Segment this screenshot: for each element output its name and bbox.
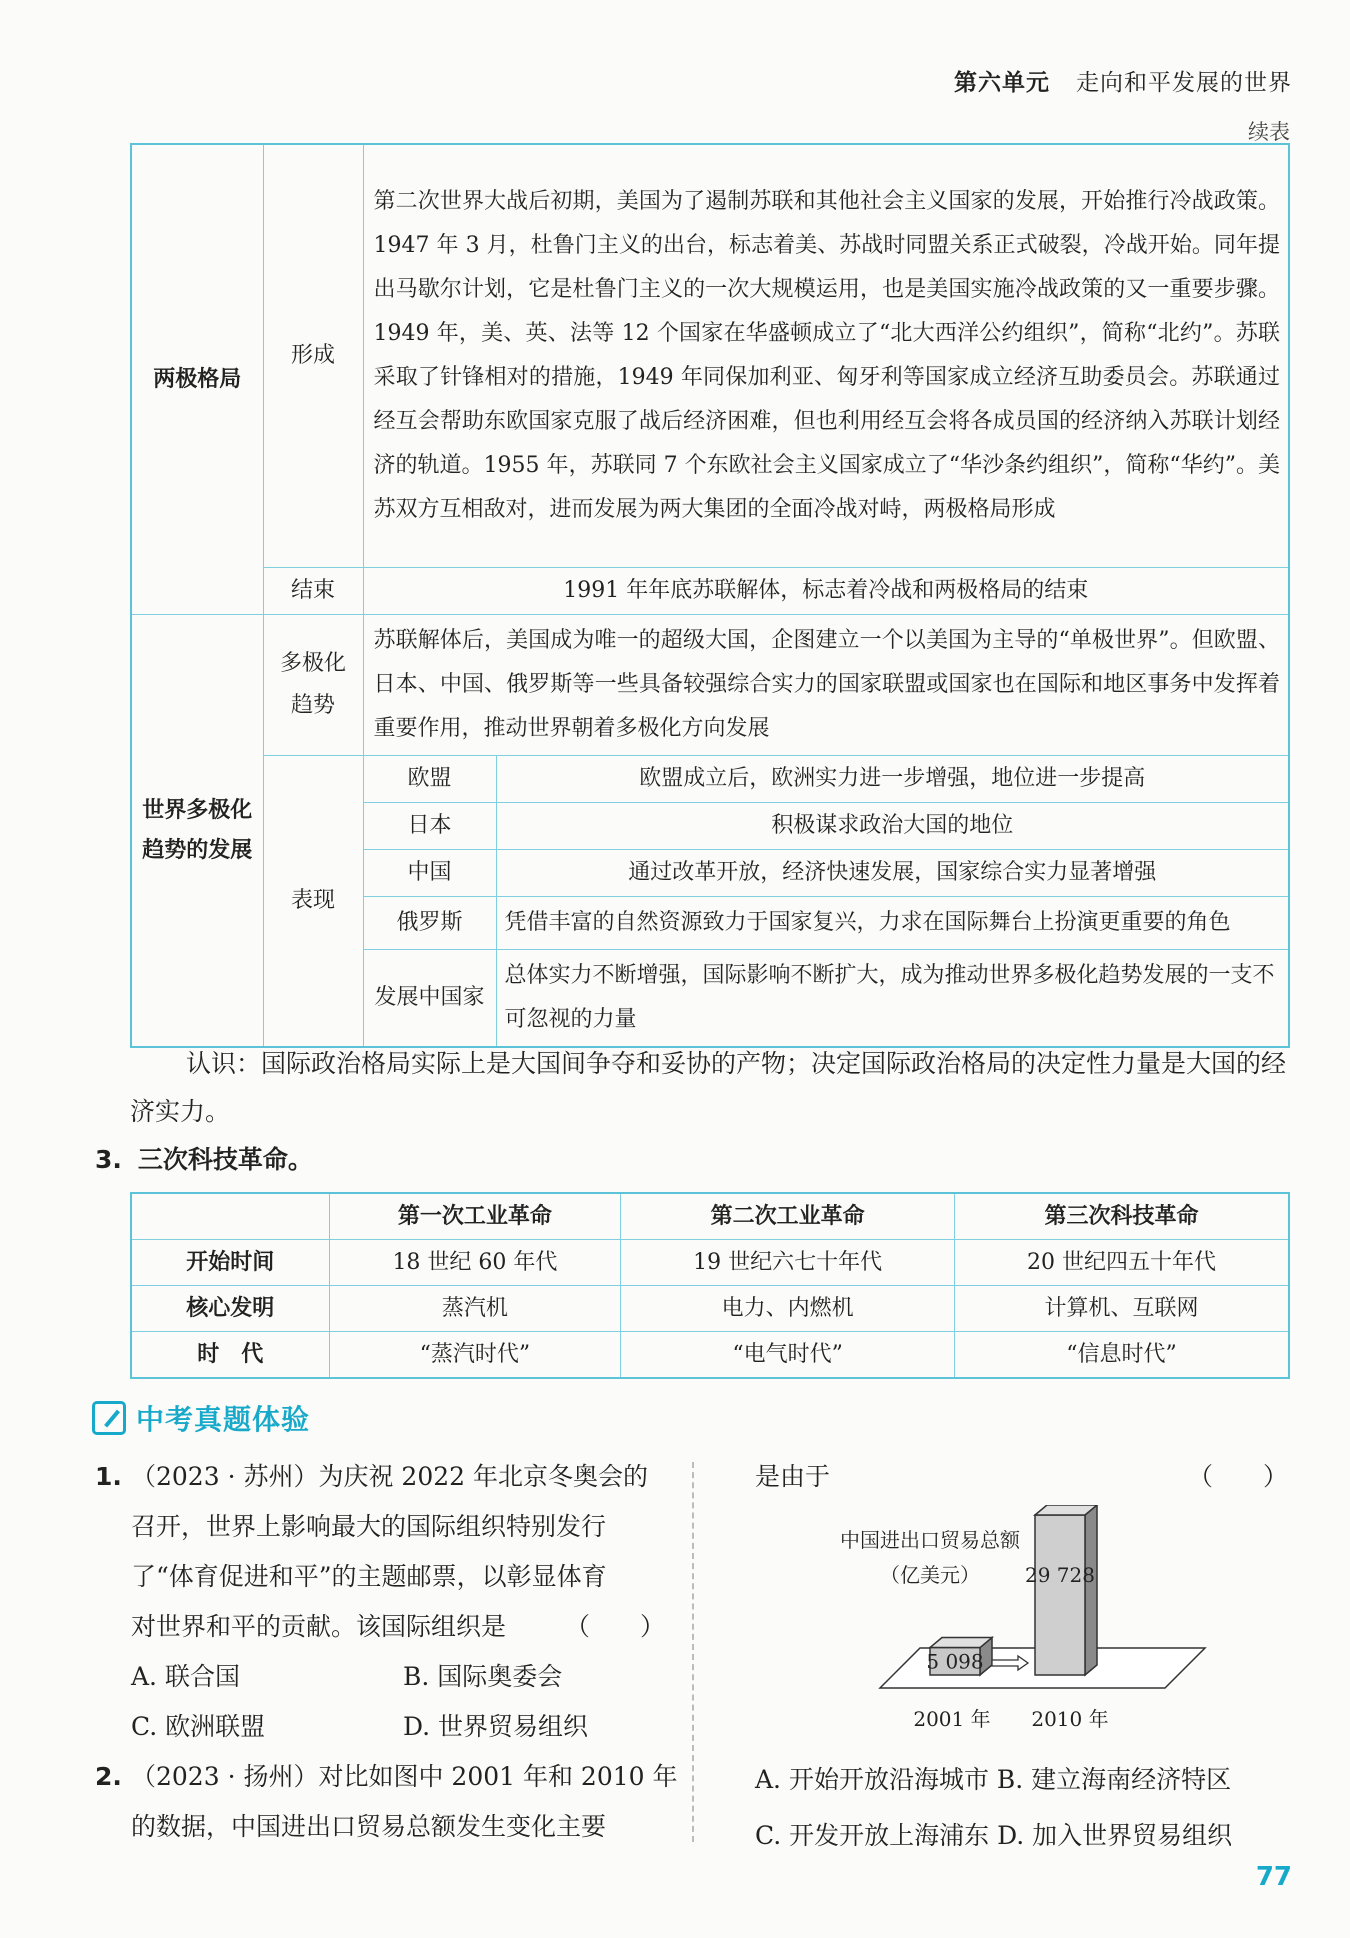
- row-header: 时 代: [131, 1332, 329, 1379]
- trend-label-line: 多极化: [279, 651, 346, 676]
- option-row: [95, 1652, 675, 1702]
- option-c[interactable]: C. 开发开放上海浦东: [755, 1821, 990, 1850]
- row-name: 俄罗斯: [363, 897, 496, 950]
- category-bipolar: 两极格局: [131, 144, 263, 615]
- header-cell: 第一次工业革命: [329, 1193, 621, 1240]
- bar-top: [930, 1638, 992, 1648]
- answer-paren: （ ）: [1187, 1462, 1288, 1491]
- bar-side: [1085, 1505, 1097, 1675]
- category-label: 2010 年: [1031, 1707, 1109, 1731]
- row-name: 中国: [363, 850, 496, 897]
- section-title: 三次科技革命: [137, 1145, 288, 1174]
- option-b[interactable]: B. 建立海南经济特区: [996, 1765, 1232, 1794]
- option-b[interactable]: B. 国际奥委会: [403, 1662, 563, 1691]
- option-row: [95, 1702, 675, 1752]
- question-text: （2023 · 扬州）对比如图中 2001 年和 2010 年: [131, 1762, 678, 1791]
- subcategory-trend: [263, 615, 363, 756]
- option-row: [755, 1808, 1300, 1864]
- question-line: [95, 1602, 675, 1652]
- question-2-options: [755, 1752, 1300, 1864]
- insight-paragraph: [130, 1040, 1290, 1136]
- section-title-suffix: 。: [287, 1145, 313, 1174]
- question-line: [95, 1452, 675, 1502]
- revolution-table: [130, 1192, 1290, 1379]
- question-number: 1.: [95, 1462, 122, 1491]
- running-header: [954, 64, 1292, 97]
- question-1: [95, 1452, 675, 1752]
- question-text: 对世界和平的贡献。该国际组织是: [131, 1612, 507, 1641]
- section-number: 3.: [95, 1145, 122, 1174]
- end-text: 1991 年年底苏联解体，标志着冷战和两极格局的结束: [363, 568, 1289, 615]
- option-d[interactable]: D. 加入世界贸易组织: [997, 1821, 1233, 1850]
- table-header-row: [131, 1193, 1289, 1240]
- table-row: [131, 615, 1289, 756]
- world-pattern-table: [130, 143, 1290, 1048]
- subcategory-performance: 表现: [263, 756, 363, 1048]
- table-cell: 18 世纪 60 年代: [329, 1240, 621, 1286]
- question-2-continuation: [755, 1452, 1300, 1502]
- option-d[interactable]: D. 世界贸易组织: [403, 1712, 589, 1741]
- table-cell: 计算机、互联网: [954, 1286, 1289, 1332]
- table-row: [131, 1286, 1289, 1332]
- row-desc: 欧盟成立后，欧洲实力进一步增强，地位进一步提高: [496, 756, 1289, 803]
- formation-text: 第二次世界大战后初期，美国为了遏制苏联和其他社会主义国家的发展，开始推行冷战政策。1947 年 3 月，杜鲁门主义的出台，标志着美、苏战时同盟关系正式破裂，冷战开始。同年提出马歇尔计划，它是杜鲁门主义的一次大规模运用，也是美国实施冷战政策的又一重要步骤。1949 年，美、英、法等 12 个国家在华盛顿成立了“北大西洋公约组织”，简称“北约”。苏联采取了针锋相对的措施，1949 年同保加利亚、匈牙利等国家成立经济互助委员会。苏联通过经互会帮助东欧国家克服了战后经济困难，但也利用经互会将各成员国的经济纳入苏联计划经济的轨道。1955 年，苏联同 7 个东欧社会主义国家成立了“华沙条约组织”，简称“华约”。美苏双方互相敌对，进而发展为两大集团的全面冷战对峙，两极格局形成: [363, 144, 1289, 568]
- row-name: 发展中国家: [363, 950, 496, 1048]
- table-cell: “电气时代”: [621, 1332, 955, 1379]
- table-cell: 19 世纪六七十年代: [621, 1240, 955, 1286]
- bar-value-label: 29 728: [1025, 1563, 1095, 1588]
- edit-icon: [92, 1401, 126, 1435]
- column-divider: [692, 1462, 694, 1842]
- category-label: 2001 年: [913, 1707, 991, 1731]
- category-multipolar: [131, 615, 263, 1048]
- trend-label-line: 趋势: [290, 693, 335, 718]
- section-heading: [95, 1140, 313, 1176]
- option-row: [755, 1752, 1300, 1808]
- subcategory-formation: 形成: [263, 144, 363, 568]
- header-cell: 第三次科技革命: [954, 1193, 1289, 1240]
- category-line: 世界多极化: [142, 797, 253, 823]
- option-a[interactable]: A. 联合国: [131, 1662, 240, 1691]
- table-row: [131, 756, 1289, 803]
- unit-title: 走向和平发展的世界: [1076, 70, 1292, 96]
- row-header: 开始时间: [131, 1240, 329, 1286]
- question-line: [95, 1752, 678, 1802]
- question-text: 是由于: [755, 1462, 831, 1491]
- row-name: 日本: [363, 803, 496, 850]
- unit-label: 第六单元: [954, 70, 1050, 96]
- header-cell: 第二次工业革命: [621, 1193, 955, 1240]
- question-line: 了“体育促进和平”的主题邮票，以彰显体育: [131, 1562, 607, 1591]
- exam-section-heading: [92, 1398, 310, 1438]
- table-cell: “蒸汽时代”: [329, 1332, 621, 1379]
- trade-chart-svg: [840, 1505, 1220, 1745]
- table-cell: 蒸汽机: [329, 1286, 621, 1332]
- table-row: [131, 144, 1289, 568]
- table-row: [131, 1332, 1289, 1379]
- question-text: （2023 · 苏州）为庆祝 2022 年北京冬奥会的: [131, 1462, 648, 1491]
- row-desc: 总体实力不断增强，国际影响不断扩大，成为推动世界多极化趋势发展的一支不可忽视的力量: [496, 950, 1289, 1048]
- row-header: 核心发明: [131, 1286, 329, 1332]
- page-number: 77: [1255, 1862, 1292, 1892]
- row-desc: 通过改革开放，经济快速发展，国家综合实力显著增强: [496, 850, 1289, 897]
- option-a[interactable]: A. 开始开放沿海城市: [755, 1765, 989, 1794]
- table-row: [131, 568, 1289, 615]
- table-cell: 20 世纪四五十年代: [954, 1240, 1289, 1286]
- row-desc: 积极谋求政治大国的地位: [496, 803, 1289, 850]
- bar: [1035, 1515, 1085, 1675]
- chart-unit: （亿美元）: [880, 1563, 980, 1587]
- trend-text: 苏联解体后，美国成为唯一的超级大国，企图建立一个以美国为主导的“单极世界”。但欧盟、日本、中国、俄罗斯等一些具备较强综合实力的国家联盟或国家也在国际和地区事务中发挥着重要作用，推动世界朝着多极化方向发展: [363, 615, 1289, 756]
- table-row: [131, 1240, 1289, 1286]
- row-name: 欧盟: [363, 756, 496, 803]
- insight-text: 认识：国际政治格局实际上是大国间争夺和妥协的产物；决定国际政治格局的决定性力量是大国的经济实力。: [130, 1049, 1287, 1126]
- continued-label: 续表: [1248, 120, 1290, 144]
- table-cell: “信息时代”: [954, 1332, 1289, 1379]
- bar-value-label: 5 098: [926, 1649, 984, 1674]
- bar-top: [1035, 1505, 1097, 1515]
- trade-chart: [840, 1505, 1220, 1745]
- question-line: 的数据，中国进出口贸易总额发生变化主要: [131, 1812, 607, 1841]
- subcategory-end: 结束: [263, 568, 363, 615]
- question-line: 召开，世界上影响最大的国际组织特别发行: [131, 1512, 607, 1541]
- header-cell: [131, 1193, 329, 1240]
- question-number: 2.: [95, 1762, 122, 1791]
- table-cell: 电力、内燃机: [621, 1286, 955, 1332]
- answer-paren: （ ）: [564, 1612, 665, 1641]
- option-c[interactable]: C. 欧洲联盟: [131, 1712, 266, 1741]
- exam-section-title: 中考真题体验: [136, 1403, 311, 1436]
- row-desc: 凭借丰富的自然资源致力于国家复兴，力求在国际舞台上扮演更重要的角色: [496, 897, 1289, 950]
- chart-title: 中国进出口贸易总额: [840, 1528, 1020, 1552]
- category-line: 趋势的发展: [142, 837, 253, 863]
- question-2: [95, 1752, 678, 1852]
